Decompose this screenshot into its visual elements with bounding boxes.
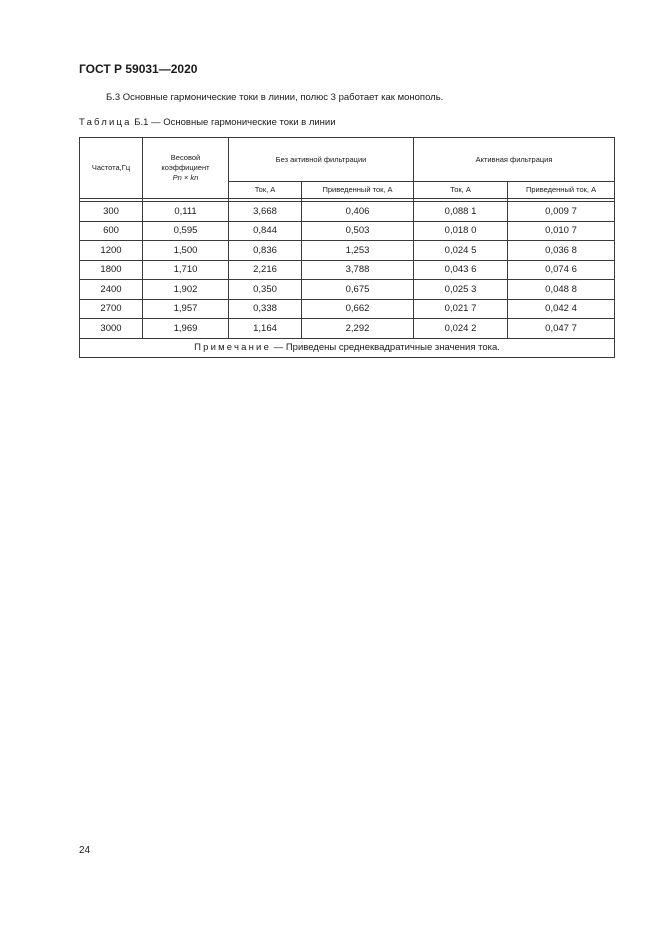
cell-reduced-2: 0,048 8 bbox=[508, 280, 615, 300]
cell-current-1: 0,844 bbox=[229, 221, 302, 241]
cell-weight: 0,595 bbox=[143, 221, 229, 241]
cell-weight: 1,500 bbox=[143, 241, 229, 261]
cell-current-1: 0,338 bbox=[229, 299, 302, 319]
cell-current-2: 0,021 7 bbox=[414, 299, 508, 319]
header-frequency: Частота,Гц bbox=[80, 138, 143, 199]
table-note-text: — Приведены среднеквадратичные значения тока. bbox=[271, 342, 500, 354]
cell-frequency: 1200 bbox=[80, 241, 143, 261]
table-row bbox=[80, 280, 615, 300]
cell-current-1: 1,164 bbox=[229, 319, 302, 339]
table-note bbox=[80, 338, 615, 358]
table-row bbox=[80, 260, 615, 280]
cell-reduced-1: 1,253 bbox=[302, 241, 414, 261]
page-number: 24 bbox=[79, 845, 91, 856]
cell-weight: 1,969 bbox=[143, 319, 229, 339]
cell-reduced-1: 3,788 bbox=[302, 260, 414, 280]
cell-frequency: 600 bbox=[80, 221, 143, 241]
cell-frequency: 2400 bbox=[80, 280, 143, 300]
cell-current-1: 0,350 bbox=[229, 280, 302, 300]
cell-frequency: 1800 bbox=[80, 260, 143, 280]
cell-weight: 1,710 bbox=[143, 260, 229, 280]
cell-frequency: 3000 bbox=[80, 319, 143, 339]
cell-current-2: 0,024 5 bbox=[414, 241, 508, 261]
table-caption bbox=[79, 117, 336, 128]
cell-reduced-2: 0,009 7 bbox=[508, 202, 615, 222]
cell-reduced-2: 0,074 6 bbox=[508, 260, 615, 280]
table-row bbox=[80, 299, 615, 319]
cell-current-2: 0,025 3 bbox=[414, 280, 508, 300]
section-heading: Б.3 Основные гармонические токи в линии, полюс 3 работает как монополь. bbox=[106, 92, 444, 103]
cell-reduced-1: 0,675 bbox=[302, 280, 414, 300]
header-weight-coefficient bbox=[143, 138, 229, 199]
header-current-2: Ток, А bbox=[414, 182, 508, 199]
cell-reduced-1: 0,406 bbox=[302, 202, 414, 222]
cell-weight: 1,902 bbox=[143, 280, 229, 300]
cell-current-2: 0,088 1 bbox=[414, 202, 508, 222]
cell-current-1: 3,668 bbox=[229, 202, 302, 222]
document-code: ГОСТ Р 59031—2020 bbox=[79, 62, 198, 76]
cell-weight: 0,111 bbox=[143, 202, 229, 222]
cell-frequency: 2700 bbox=[80, 299, 143, 319]
cell-reduced-2: 0,047 7 bbox=[508, 319, 615, 339]
cell-reduced-2: 0,042 4 bbox=[508, 299, 615, 319]
cell-weight: 1,957 bbox=[143, 299, 229, 319]
cell-current-2: 0,043 6 bbox=[414, 260, 508, 280]
cell-reduced-1: 0,662 bbox=[302, 299, 414, 319]
table-row bbox=[80, 202, 615, 222]
header-current-1: Ток, А bbox=[229, 182, 302, 199]
header-reduced-1: Приведенный ток, А bbox=[302, 182, 414, 199]
cell-reduced-1: 2,292 bbox=[302, 319, 414, 339]
cell-current-2: 0,024 2 bbox=[414, 319, 508, 339]
cell-current-1: 0,836 bbox=[229, 241, 302, 261]
table-row bbox=[80, 241, 615, 261]
header-weight-line3: Pn × kn bbox=[172, 173, 199, 182]
cell-reduced-2: 0,036 8 bbox=[508, 241, 615, 261]
header-weight-line2: коэффициент bbox=[161, 163, 210, 172]
cell-current-1: 2,216 bbox=[229, 260, 302, 280]
table-note-row bbox=[80, 338, 615, 358]
table-note-label: Примечание bbox=[194, 342, 272, 354]
table-caption-text: Б.1 — Основные гармонические токи в линии bbox=[131, 117, 336, 128]
table-row bbox=[80, 221, 615, 241]
cell-reduced-1: 0,503 bbox=[302, 221, 414, 241]
header-reduced-2: Приведенный ток, А bbox=[508, 182, 615, 199]
table-row bbox=[80, 319, 615, 339]
cell-frequency: 300 bbox=[80, 202, 143, 222]
header-weight-line1: Весовой bbox=[170, 153, 201, 162]
cell-current-2: 0,018 0 bbox=[414, 221, 508, 241]
cell-reduced-2: 0,010 7 bbox=[508, 221, 615, 241]
header-no-filter: Без активной фильтрации bbox=[229, 138, 414, 182]
table-caption-label: Таблица bbox=[79, 117, 132, 128]
header-active-filter: Активная фильтрация bbox=[414, 138, 615, 182]
harmonic-currents-table bbox=[79, 137, 615, 358]
